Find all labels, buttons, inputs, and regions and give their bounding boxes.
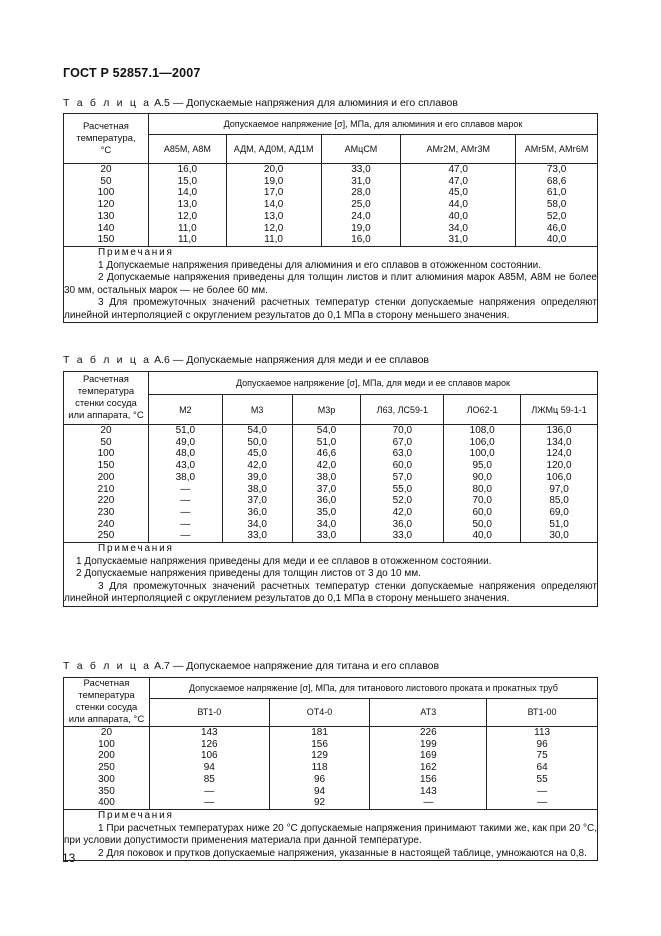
value-cell: 19,0 [263,175,284,187]
column-header: АМг5М, АМг6М [516,135,598,164]
value-column [226,164,321,247]
temperature-header-line: Расчетная [83,374,129,385]
temperature-header-line: Расчетная [83,120,129,132]
value-cell: 15,0 [177,175,198,187]
column-header: ЛО62-1 [444,395,521,425]
value-column [148,425,222,543]
value-cell: 67,0 [392,436,413,448]
value-cell: 51,0 [549,518,569,530]
value-column [370,727,487,810]
value-cell: 100,0 [469,448,495,460]
value-cell: 129 [311,750,328,762]
value-cell: 51,0 [316,436,337,448]
temperature-cell: 50 [100,436,112,448]
value-cell: 54,0 [316,425,337,436]
value-cell: 48,0 [175,448,196,460]
value-column [222,425,292,543]
temperature-column [64,164,149,247]
temperature-header-line: температура, [76,132,136,144]
column-header: Л63, ЛС59-1 [361,395,444,425]
value-cell: 156 [419,773,437,785]
value-column [487,727,598,810]
value-cell: 34,0 [316,518,337,530]
value-cell: 94 [313,785,326,797]
value-cell: 30,0 [549,530,569,542]
value-cell: 52,0 [392,495,413,507]
value-cell: 13,0 [263,210,284,222]
temperature-cell: 130 [97,210,115,222]
value-cell: 46,6 [316,448,337,460]
value-cell: 68,6 [546,175,567,187]
value-column [444,425,521,543]
value-cell: 143 [200,727,218,738]
group-header: Допускаемое напряжение [σ], МПа, для титанового листового проката и прокатных труб [149,678,597,699]
column-header: ЛЖМц 59-1-1 [521,395,598,425]
data-table [63,371,598,607]
value-cell: — [537,785,548,797]
value-cell: 51,0 [175,425,196,436]
value-cell: 52,0 [546,210,567,222]
value-cell: — [537,797,548,809]
value-cell: 36,0 [247,506,267,518]
column-header: М3р [292,395,361,425]
value-cell: 92 [313,797,326,809]
column-header: АМцСМ [321,135,401,164]
value-cell: 69,0 [549,506,569,518]
value-cell: — [180,483,191,495]
value-cell: 97,0 [549,483,569,495]
value-cell: 47,0 [448,175,468,187]
temperature-cell: 350 [98,785,115,797]
value-cell: 45,0 [247,448,267,460]
table-caption-prefix: Т а б л и ц а [63,97,152,109]
temperature-header-line: или аппарата, °С [68,714,145,725]
value-cell: — [204,785,215,797]
temperature-cell: 100 [97,187,115,199]
value-cell: 11,0 [177,222,197,234]
temperature-cell: 250 [97,530,115,542]
value-cell: 14,0 [177,187,198,199]
temperature-cell: 140 [97,222,115,234]
temperature-cell: 20 [100,425,112,436]
value-cell: 80,0 [472,483,492,495]
note-item: 2 Допускаемые напряжения приведены для толщин листов от 3 до 10 мм. [76,568,421,580]
group-header: Допускаемое напряжение [σ], МПа, для меди и ее сплавов марок [148,372,597,395]
notes-title: Примечания [98,809,174,821]
column-header: М3 [222,395,292,425]
value-cell: 44,0 [448,199,468,211]
value-column [516,164,598,247]
value-cell: 40,0 [472,530,492,542]
value-cell: — [180,506,191,518]
value-cell: 39,0 [247,471,267,483]
value-cell: 55,0 [392,483,413,495]
value-cell: 75 [536,750,548,762]
value-cell: 106,0 [469,436,495,448]
temperature-cell: 220 [97,495,115,507]
value-column [521,425,598,543]
temperature-cell: 150 [97,460,115,472]
value-cell: — [423,797,434,809]
note-item: 1 Допускаемые напряжения приведены для меди и ее сплавов в отожженном состоянии. [76,555,492,567]
value-cell: 64 [536,762,548,774]
value-cell: 95,0 [472,460,492,472]
value-cell: 31,0 [351,175,371,187]
value-cell: 37,0 [247,495,267,507]
value-cell: 40,0 [448,210,468,222]
temperature-header-line: температура [77,386,135,397]
value-cell: 199 [419,738,437,750]
value-cell: 17,0 [263,187,284,199]
value-column [292,425,361,543]
value-cell: 106,0 [546,471,572,483]
temperature-cell: 150 [97,234,115,246]
value-cell: 55 [536,773,548,785]
table-notes [64,809,598,860]
value-cell: 25,0 [351,199,371,211]
note-item: 3 Для промежуточных значений расчетных температур стенки допускаемые напряжения определяют линейной интерполяцией с округлением результатов до 0,1 МПа в сторону меньшего значения. [64,580,597,605]
value-cell: 12,0 [263,222,284,234]
value-cell: 126 [200,738,218,750]
value-cell: 60,0 [472,506,492,518]
page-number: 13 [62,851,76,865]
table-caption-prefix: Т а б л и ц а [63,354,152,366]
value-cell: — [180,518,191,530]
value-cell: 94 [203,762,215,774]
table-caption-title: А.5 — Допускаемые напряжения для алюминия и его сплавов [151,97,458,109]
value-cell: — [204,797,215,809]
temperature-header-line: Расчетная [83,678,130,689]
temperature-cell: 240 [97,518,115,530]
column-header: ВТ1-0 [149,698,269,726]
value-cell: 13,0 [177,199,198,211]
value-cell: 33,0 [351,164,371,175]
value-cell: 60,0 [392,460,413,472]
value-cell: 57,0 [392,471,413,483]
column-header: ВТ1-00 [487,698,598,726]
value-cell: 42,0 [316,460,337,472]
temperature-cell: 210 [97,483,115,495]
value-cell: — [180,495,191,507]
value-cell: 120,0 [546,460,572,472]
temperature-cell: 400 [98,797,115,809]
value-cell: 33,0 [392,530,413,542]
value-cell: 46,0 [546,222,567,234]
value-cell: 42,0 [392,506,413,518]
value-cell: 38,0 [247,483,267,495]
value-cell: 50,0 [247,436,267,448]
value-cell: 34,0 [448,222,468,234]
value-cell: 47,0 [448,164,468,175]
value-cell: 14,0 [263,199,284,211]
column-header: М2 [148,395,222,425]
value-cell: 12,0 [177,210,198,222]
value-cell: — [180,530,191,542]
value-cell: 40,0 [546,234,567,246]
value-cell: 61,0 [546,187,567,199]
value-cell: 169 [419,750,437,762]
value-cell: 45,0 [448,187,468,199]
value-cell: 38,0 [316,471,337,483]
value-cell: 20,0 [263,164,284,175]
value-cell: 28,0 [351,187,371,199]
temperature-cell: 20 [100,164,112,175]
temperature-header [64,372,149,425]
value-cell: 42,0 [247,460,267,472]
column-header: А85М, А8М [148,135,226,164]
value-cell: 33,0 [316,530,337,542]
temperature-header-line: температура [78,690,135,701]
temperature-header [64,114,149,164]
value-cell: 118 [311,762,328,774]
value-column [401,164,516,247]
value-cell: 43,0 [175,460,196,472]
value-cell: 54,0 [247,425,267,436]
value-cell: 90,0 [472,471,492,483]
value-cell: 143 [419,785,437,797]
value-cell: 16,0 [351,234,371,246]
value-cell: 58,0 [546,199,567,211]
column-header: ОТ4-0 [269,698,370,726]
value-cell: 37,0 [316,483,337,495]
value-cell: 106 [200,750,218,762]
temperature-cell: 250 [98,762,115,774]
value-cell: 36,0 [392,518,413,530]
value-cell: 19,0 [351,222,371,234]
temperature-cell: 120 [97,199,115,211]
table-caption [63,354,429,366]
value-cell: 162 [419,762,437,774]
temperature-header-line: стенки сосуда [75,398,137,409]
table-caption-title: А.6 — Допускаемые напряжения для меди и ее сплавов [151,354,430,366]
value-cell: 96 [313,773,326,785]
note-item: 2 Допускаемые напряжения приведены для толщин листов и плит алюминия марок А85М, А8М не более 30 мм, остальных марок — не более 60 мм. [64,272,597,296]
value-column [269,727,370,810]
column-header: АТ3 [370,698,487,726]
data-table [63,677,598,861]
note-item: 1 Допускаемые напряжения приведены для алюминия и его сплавов в отожженном состоянии. [98,259,542,271]
value-cell: 11,0 [177,234,197,246]
column-header: АДМ, АД0М, АД1М [226,135,321,164]
temperature-cell: 100 [98,738,115,750]
temperature-cell: 100 [97,448,115,460]
value-column [361,425,444,543]
value-cell: 226 [419,727,437,738]
temperature-column [64,727,150,810]
value-cell: 31,0 [448,234,468,246]
value-cell: 134,0 [546,436,572,448]
temperature-header-line: стенки сосуда [75,702,138,713]
notes-title: Примечания [98,543,174,555]
column-header: АМг2М, АМг3М [401,135,516,164]
value-cell: 136,0 [546,425,572,436]
value-cell: 34,0 [247,518,267,530]
temperature-cell: 20 [100,727,113,738]
value-cell: 70,0 [472,495,492,507]
table-notes [64,543,598,607]
data-table [63,113,598,323]
value-cell: 24,0 [351,210,371,222]
value-cell: 35,0 [316,506,337,518]
value-cell: 181 [311,727,328,738]
value-cell: 156 [311,738,328,750]
value-cell: 36,0 [316,495,337,507]
table-notes [64,246,598,323]
group-header: Допускаемое напряжение [σ], МПа, для алюминия и его сплавов марок [148,114,597,135]
value-cell: 96 [536,738,548,750]
value-column [321,164,401,247]
value-cell: 16,0 [177,164,198,175]
table-caption-title: А.7 — Допускаемое напряжение для титана и его сплавов [151,660,440,672]
temperature-cell: 230 [97,506,115,518]
temperature-header-line: °С [100,144,112,156]
value-cell: 49,0 [175,436,196,448]
value-cell: 50,0 [472,518,492,530]
temperature-cell: 200 [98,750,115,762]
notes-title: Примечания [98,246,174,258]
value-cell: 108,0 [469,425,495,436]
table-caption [63,97,458,109]
value-column [149,727,269,810]
document-header: ГОСТ Р 52857.1—2007 [63,66,201,80]
value-cell: 113 [534,727,551,738]
value-cell: 85 [203,773,215,785]
value-cell: 11,0 [264,234,283,246]
temperature-cell: 50 [100,175,112,187]
temperature-header-line: или аппарата, °С [68,410,144,421]
value-cell: 63,0 [392,448,413,460]
temperature-header [64,678,150,727]
value-column [148,164,226,247]
temperature-cell: 200 [97,471,115,483]
note-item: 3 Для промежуточных значений расчетных температур стенки допускаемые напряжения определяют линейной интерполяцией с округлением результатов до 0,1 МПа в сторону меньшего значения. [64,297,597,321]
note-item: 1 При расчетных температурах ниже 20 °С допускаемые напряжения принимают такими же, как при 20 °С, при условии допустимости применения материала при данной температуре. [64,822,597,847]
value-cell: 85,0 [549,495,569,507]
table-caption-prefix: Т а б л и ц а [63,660,152,672]
value-cell: 73,0 [546,164,567,175]
value-cell: 33,0 [247,530,267,542]
value-cell: 124,0 [546,448,572,460]
value-cell: 70,0 [392,425,413,436]
temperature-cell: 300 [98,773,115,785]
table-caption [63,660,439,672]
note-item: 2 Для поковок и прутков допускаемые напряжения, указанные в настоящей таблице, умножаются на 0,8. [98,847,587,859]
temperature-column [64,425,149,543]
value-cell: 38,0 [175,471,196,483]
